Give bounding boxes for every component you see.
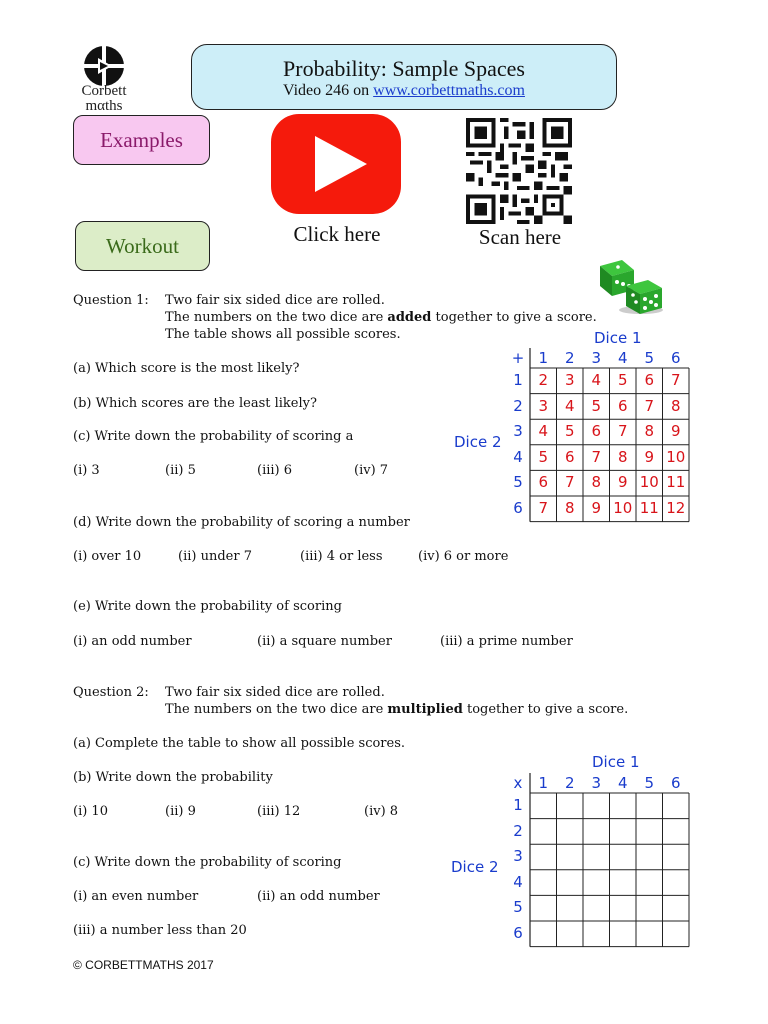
q2-b: (b) Write down the probability (73, 770, 273, 785)
table1-cell: 6 (591, 422, 602, 441)
table2-col-header: 1 (538, 774, 549, 792)
table2-col-header: 5 (644, 774, 655, 792)
table1-operator: + (511, 349, 525, 367)
q2-label: Question 2: (73, 685, 149, 700)
q1-e: (e) Write down the probability of scoring (73, 599, 342, 614)
table2-row-header: 6 (513, 924, 523, 942)
table1-cell: 5 (564, 422, 575, 441)
q2-a: (a) Complete the table to show all possible scores. (73, 736, 406, 751)
table1-cell: 4 (564, 396, 575, 415)
dice-icon (596, 258, 666, 316)
table1-col-header: 1 (538, 349, 549, 367)
table2-operator: x (513, 774, 523, 792)
q1-line3: The table shows all possible scores. (165, 327, 401, 342)
q2-line2-post: together to give a score. (462, 702, 629, 717)
q2-b-iii: (iii) 12 (257, 804, 301, 819)
q1-c-ii: (ii) 5 (165, 463, 196, 478)
table1-col-header: 6 (670, 349, 681, 367)
q2-c-i: (i) an even number (73, 889, 199, 904)
q2-line2-pre: The numbers on the two dice are (165, 702, 388, 717)
q1-d-iii: (iii) 4 or less (300, 549, 383, 564)
table1-row-header: 6 (513, 499, 523, 517)
q1-line2-pre: The numbers on the two dice are (165, 310, 388, 325)
youtube-play-icon[interactable] (271, 114, 401, 214)
table1-cell: 11 (639, 499, 659, 517)
q1-a: (a) Which score is the most likely? (73, 361, 300, 376)
q1-d: (d) Write down the probability of scoring a number (73, 515, 410, 530)
table1-col-header: 5 (644, 349, 655, 367)
q2-c-iii: (iii) a number less than 20 (73, 923, 247, 938)
table1-cell: 6 (564, 447, 575, 466)
q2-line2-bold: multiplied (387, 702, 463, 717)
table1-cell: 9 (617, 473, 628, 492)
table1-cell: 5 (538, 447, 549, 466)
qr-code-icon[interactable] (466, 118, 572, 224)
q2-c-ii: (ii) an odd number (257, 889, 380, 904)
table1-cell: 9 (591, 499, 602, 517)
table2-gridlines (506, 773, 696, 948)
table1-cell: 9 (644, 447, 655, 466)
table1-cell: 7 (617, 422, 628, 441)
q1-line2 (165, 309, 597, 326)
table1-cell: 7 (670, 371, 681, 389)
q1-e-i: (i) an odd number (73, 634, 192, 649)
table1-cell: 11 (666, 473, 686, 492)
table1-cell: 4 (538, 422, 549, 441)
table1-cell: 6 (644, 371, 655, 389)
table1-cell: 5 (617, 371, 628, 389)
table2-row-header: 3 (513, 847, 523, 866)
title-box (191, 44, 617, 110)
examples-button[interactable]: Examples (73, 115, 210, 165)
table2-col-header: 3 (591, 774, 602, 792)
q1-e-iii: (iii) a prime number (440, 634, 573, 649)
table1-col-header: 4 (617, 349, 628, 367)
table2-col-header: 4 (617, 774, 628, 792)
table1-row-header: 5 (513, 473, 523, 492)
q2-b-ii: (ii) 9 (165, 804, 196, 819)
workout-button[interactable]: Workout (75, 221, 210, 271)
table1-cell: 8 (617, 447, 628, 466)
table1-cell: 12 (666, 499, 686, 517)
table2-row-header: 2 (513, 821, 523, 840)
logo-text-line2: mαths (85, 98, 123, 114)
table1-cell: 3 (564, 371, 575, 389)
table2-row-header: 1 (513, 796, 523, 814)
table2-dice1-label: Dice 1 (592, 753, 640, 771)
q2-c: (c) Write down the probability of scoring (73, 855, 342, 870)
table1-cell: 7 (538, 499, 549, 517)
table1-cell: 8 (591, 473, 602, 492)
footer-copyright: © CORBETTMATHS 2017 (73, 958, 214, 972)
table1-cell: 9 (670, 422, 681, 441)
table1-dice1-label: Dice 1 (594, 329, 642, 347)
table1-cell: 8 (564, 499, 575, 517)
q2-line2 (165, 701, 628, 718)
table2-dice2-label: Dice 2 (451, 858, 499, 876)
table1-cell: 2 (538, 371, 549, 389)
q1-label: Question 1: (73, 293, 149, 308)
logo-text (72, 84, 136, 114)
table1-cell: 4 (591, 371, 602, 389)
table2-row-header: 5 (513, 898, 523, 917)
q2-line1: Two fair six sided dice are rolled. (165, 685, 385, 700)
table1-cell: 6 (617, 396, 628, 415)
q1-c-iv: (iv) 7 (354, 463, 389, 478)
click-here-label[interactable]: Click here (293, 222, 381, 246)
q1-c-iii: (iii) 6 (257, 463, 293, 478)
q1-c-i: (i) 3 (73, 463, 100, 478)
table1-row-header: 4 (513, 447, 523, 466)
table1-cell: 7 (564, 473, 575, 492)
table1-col-header: 3 (591, 349, 602, 367)
q1-line2-bold: added (387, 310, 432, 325)
page-title: Probability: Sample Spaces (283, 56, 525, 81)
scan-here-label[interactable]: Scan here (478, 225, 562, 249)
table1-cell: 7 (644, 396, 655, 415)
q1-line1: Two fair six sided dice are rolled. (165, 293, 385, 308)
corbett-logo-icon (82, 44, 126, 88)
video-prefix: Video 246 on (283, 82, 374, 99)
logo-text-line1: Corbett (81, 83, 127, 99)
q1-d-i: (i) over 10 (73, 549, 142, 564)
table1-cell: 7 (591, 447, 602, 466)
video-line (192, 81, 616, 101)
table1-cell: 10 (639, 473, 659, 492)
table1-cell: 6 (538, 473, 549, 492)
q1-c: (c) Write down the probability of scoring a (73, 429, 354, 444)
table1-row-header: 2 (513, 396, 523, 415)
table1-cell: 10 (613, 499, 633, 517)
table1-cell: 8 (644, 422, 655, 441)
q1-line2-post: together to give a score. (431, 310, 597, 325)
q2-b-iv: (iv) 8 (364, 804, 399, 819)
table1-dice2-label: Dice 2 (454, 433, 502, 451)
table1-grid (506, 348, 696, 523)
table2-col-header: 2 (564, 774, 575, 792)
q1-d-ii: (ii) under 7 (178, 549, 252, 564)
website-link[interactable]: www.corbettmaths.com (373, 82, 525, 99)
table2-grid (506, 773, 696, 948)
table2-col-header: 6 (670, 774, 681, 792)
q1-b: (b) Which scores are the least likely? (73, 396, 317, 411)
q1-e-ii: (ii) a square number (257, 634, 392, 649)
table2-row-header: 4 (513, 872, 523, 891)
table1-row-header: 1 (513, 371, 523, 389)
table1-cell: 5 (591, 396, 602, 415)
table1-cell: 3 (538, 396, 549, 415)
q1-d-iv: (iv) 6 or more (418, 549, 509, 564)
table1-cell: 8 (670, 396, 681, 415)
table1-col-header: 2 (564, 349, 575, 367)
table1-row-header: 3 (513, 422, 523, 441)
q2-b-i: (i) 10 (73, 804, 108, 819)
table1-cell: 10 (666, 447, 686, 466)
